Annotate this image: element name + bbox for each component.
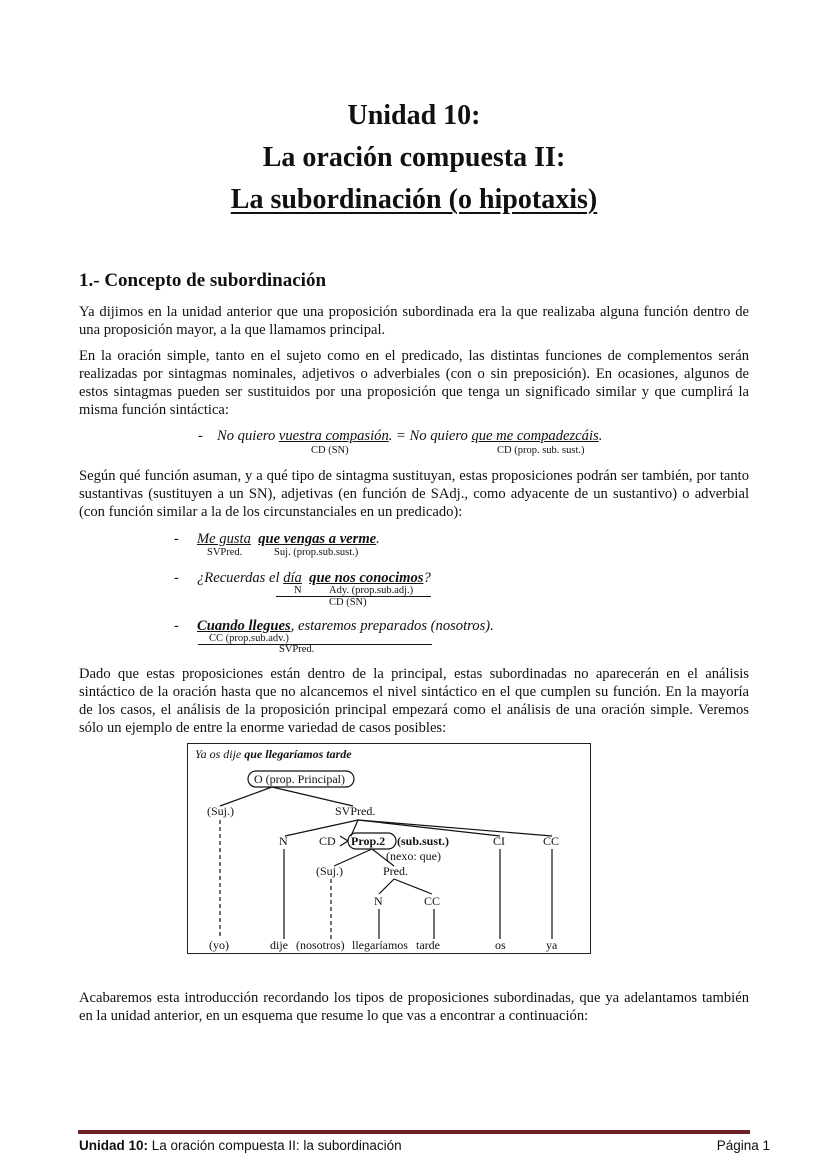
example-sentence: No quiero vuestra compasión. = No quiero que me compadezcáis. [217,428,603,444]
diagram-sentence: Ya os dije que llegaríamos tarde [195,747,352,761]
label-n: N [294,585,302,596]
node-cc: CC [543,834,560,848]
bullet-dash: - [198,428,203,444]
label-svpred: SVPred. [279,644,315,655]
example-sentence: Cuando llegues, estaremos preparados (nosotros). [197,618,494,634]
title-unit: Unidad 10: [347,100,481,131]
paragraph-3: Según qué función asuman, y a qué tipo de sintagma sustituyan, estas proposiciones podrán ser también, por tanto sustantivas (sustituyen a un SN), adjetivas (en función de SAdj., como adyacente de un sustantivo) o adverbial (con función similar a la de los circunstanciales en un predicado): [79,468,749,520]
word-llegariamos: llegaríamos [352,938,408,952]
label-suj-prop: Suj. (prop.sub.sust.) [274,547,359,558]
node-ci: CI [493,834,505,848]
node-subsust: (sub.sust.) [397,834,450,848]
word-tarde: tarde [416,938,440,952]
label-cc-prop: CC (prop.sub.adv.) [209,633,289,644]
node-n: N [279,834,288,848]
title-sub [0,180,828,220]
label-cd-sn: CD (SN) [329,597,367,608]
node-prop2: Prop.2 [351,834,386,848]
node-svpred: SVPred. [335,804,376,818]
footer-rule [78,1130,750,1134]
word-nosotros: (nosotros) [296,938,345,952]
node-nexo: (nexo: que) [386,849,441,863]
paragraph-2: En la oración simple, tanto en el sujeto como en el predicado, las distintas funciones de complementos serán realizadas por sintagmas nominales, adjetivos o adverbiales (con o sin preposición). En ocasiones, algunos de estos sintagmas pueden ser sustituidos por una proposición que tenga un significado similar y que cumplirá la misma función sintáctica: [79,348,749,418]
syntax-tree-diagram [187,743,591,954]
word-dije: dije [270,938,288,952]
word-os: os [495,938,506,952]
paragraph-1: Ya dijimos en la unidad anterior que una proposición subordinada era la que realizaba alguna función dentro de una proposición mayor, a la que llamamos principal. [79,304,749,338]
node-pred: Pred. [383,864,408,878]
footer-unit [79,1138,402,1153]
label-svpred: SVPred. [207,547,243,558]
node-cc2: CC [424,894,441,908]
node-root: O (prop. Principal) [254,772,345,786]
footer-page-number: Página 1 [716,1138,770,1153]
label-cd-sn: CD (SN) [311,445,349,456]
bullet-dash: - [174,618,179,634]
bullet-dash: - [174,531,179,547]
word-ya: ya [546,938,558,952]
paragraph-5: Acabaremos esta introducción recordando los tipos de proposiciones subordinadas, que ya adelantamos también en la unidad anterior, en un esquema que resume lo que vas a encontrar a continuación: [79,990,749,1024]
footer-unit-bold: Unidad 10: [79,1138,149,1153]
word-yo: (yo) [209,938,229,952]
label-cd-prop: CD (prop. sub. sust.) [497,445,585,456]
example-sentence: ¿Recuerdas el día que nos conocimos? [197,570,431,586]
title-main: La oración compuesta II: [262,142,566,173]
footer-unit-rest: La oración compuesta II: la subordinación [148,1138,402,1153]
bracket-line [198,644,432,645]
paragraph-4: Dado que estas proposiciones están dentro de la principal, estas subordinadas no aparecerán en el análisis sintáctico de la oración hasta que no alcancemos el nivel sintáctico en el que cumplen su función. En la mayoría de los casos, el análisis de la proposición principal empezará como el análisis de una oración simple. Veremos sólo un ejemplo de entre la enorme variedad de casos posibles: [79,666,749,736]
bullet-dash: - [174,570,179,586]
title-sub-text: La subordinación (o hipotaxis) [230,184,598,215]
example-sentence: Me gusta que vengas a verme. [197,531,380,547]
node-cd: CD [319,834,336,848]
node-suj: (Suj.) [207,804,234,818]
node-suj2: (Suj.) [316,864,343,878]
section-heading: 1.- Concepto de subordinación [79,270,327,291]
node-n2: N [374,894,383,908]
label-ady-prop: Ady. (prop.sub.adj.) [329,585,414,596]
